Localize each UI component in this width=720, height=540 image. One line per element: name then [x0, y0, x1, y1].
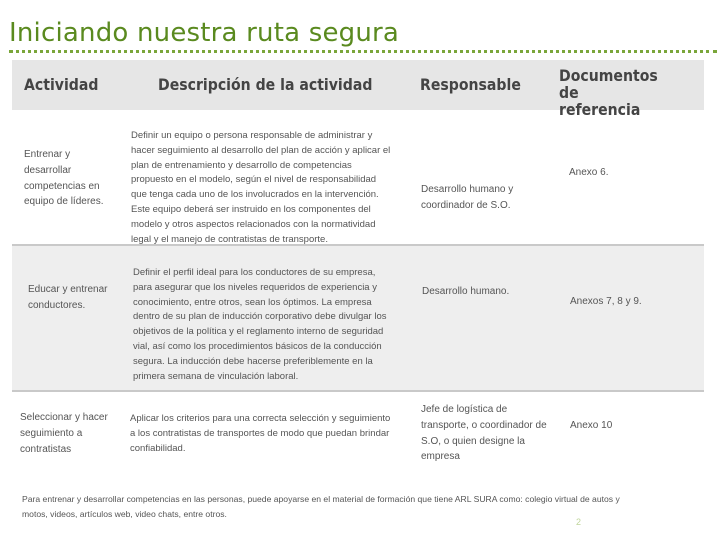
- slide-title: Iniciando nuestra ruta segura: [9, 18, 400, 48]
- table-row: [12, 392, 704, 463]
- header-documentos: Documentos de referencia: [559, 66, 658, 119]
- row-descripcion: Definir un equipo o persona responsable de administrar y hacer seguimiento al desarrollo del plan de acción y aplicar el plan de entrenamiento y desarrollo de competencias propuesto en el modelo, según el nivel de responsabilidad que tenga cada uno de los involucrados en la intervención. Este equipo deberá ser instruido en los componentes del modelo y otros aspectos relacionados con la normatividad legal y el manejo de contratistas de transporte.: [131, 130, 391, 245]
- row-actividad: Seleccionar y hacer seguimiento a contratistas: [20, 412, 108, 455]
- table-row: [12, 246, 704, 392]
- row-responsable: Desarrollo humano.: [422, 286, 510, 297]
- row-documentos: Anexos 7, 8 y 9.: [570, 296, 642, 307]
- title-dotted-rule: [9, 50, 717, 53]
- activities-table: [12, 60, 704, 463]
- page-mark: 2: [576, 517, 582, 527]
- row-documentos: Anexo 6.: [569, 167, 609, 178]
- table-row: [12, 118, 704, 246]
- row-documentos: Anexo 10: [570, 420, 613, 431]
- header-actividad: Actividad: [24, 75, 99, 94]
- row-responsable: Desarrollo humano y coordinador de S.O.: [421, 184, 514, 211]
- row-actividad: Educar y entrenar conductores.: [28, 284, 108, 311]
- row-descripcion: Definir el perfil ideal para los conductores de su empresa, para asegurar que los niveles requeridos de experiencia y conocimiento, entre otros, sean los óptimos. La empresa dentro de su plan de inducción corporativo debe divulgar los objetivos de la política y el reglamento interno de seguridad vial, así como los procedimientos básicos de la conducción segura. La inducción debe hacerse preferiblemente en la primera semana de vinculación laboral.: [133, 267, 387, 382]
- header-responsable: Responsable: [420, 75, 521, 94]
- table-header: [12, 60, 704, 119]
- row-responsable: Jefe de logística de transporte, o coordinador de S.O, o quien designe la empresa: [421, 404, 547, 463]
- footnote: Para entrenar y desarrollar competencias en las personas, puede apoyarse en el material de formación que tiene ARL SURA como: colegio virtual de autos y motos, videos, artículos web, video chats, entre otros.: [22, 494, 620, 519]
- row-actividad: Entrenar y desarrollar competencias en equipo de líderes.: [24, 149, 104, 208]
- header-descripcion: Descripción de la actividad: [158, 75, 373, 94]
- row-descripcion: Aplicar los criterios para una correcta selección y seguimiento a los contratistas de transportes de modo que puedan brindar confiabilidad.: [130, 413, 391, 454]
